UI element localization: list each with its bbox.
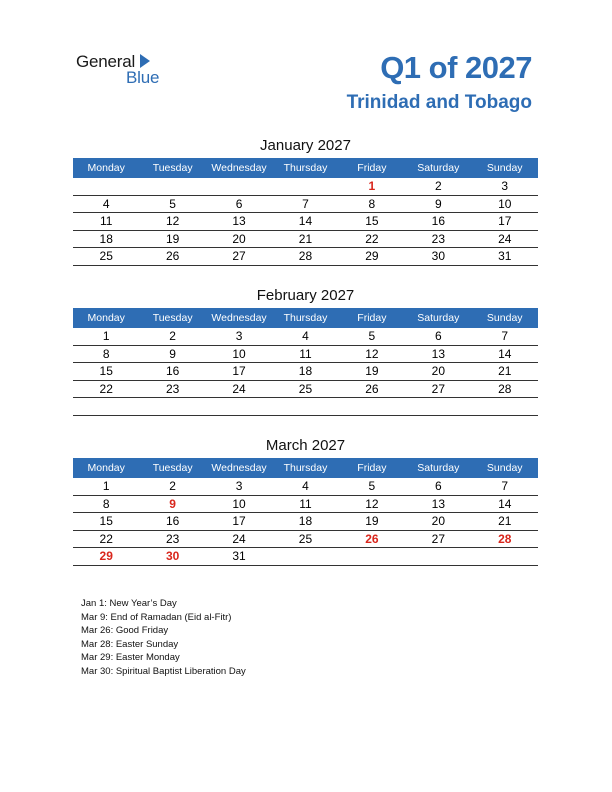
day-cell: 8 — [102, 496, 110, 511]
day-cell: 18 — [298, 364, 313, 378]
day-cell — [472, 548, 538, 565]
day-cell: 28 — [298, 249, 313, 263]
day-cell: 18 — [99, 231, 113, 246]
day-cell: 12 — [365, 496, 379, 511]
day-cell: 8 — [102, 346, 110, 361]
day-cell: 30 — [165, 549, 180, 563]
holiday-note: Mar 9: End of Ramadan (Eid al-Fitr) — [81, 611, 232, 623]
day-cell: 16 — [431, 214, 445, 228]
day-cell — [73, 398, 139, 415]
logo-flag-icon — [140, 54, 150, 68]
day-cell: 13 — [431, 496, 445, 511]
weekday-label: Monday — [87, 462, 125, 474]
day-cell: 14 — [498, 346, 512, 361]
week-row — [73, 178, 538, 196]
day-cell: 15 — [99, 514, 113, 528]
day-cell: 24 — [498, 231, 512, 246]
weekday-header — [73, 158, 538, 178]
generalblue-logo — [76, 52, 186, 88]
week-row — [73, 346, 538, 364]
day-cell: 3 — [235, 479, 243, 493]
day-cell: 1 — [102, 479, 110, 493]
month-calendar-march — [73, 434, 538, 566]
weekday-label: Tuesday — [152, 162, 193, 174]
week-row — [73, 513, 538, 531]
day-cell: 13 — [232, 214, 246, 228]
weekday-label: Sunday — [486, 162, 523, 174]
week-row — [73, 531, 538, 549]
weekday-label: Friday — [357, 462, 387, 474]
weekday-label: Wednesday — [211, 462, 267, 474]
day-cell: 8 — [368, 196, 376, 211]
day-cell: 22 — [99, 381, 113, 396]
weekday-label: Wednesday — [211, 162, 267, 174]
day-cell: 15 — [99, 364, 113, 378]
weekday-header — [73, 458, 538, 478]
day-cell: 10 — [232, 496, 246, 511]
day-cell: 10 — [498, 196, 512, 211]
day-cell: 14 — [498, 496, 512, 511]
day-cell: 21 — [298, 231, 313, 246]
day-cell: 2 — [169, 479, 176, 493]
day-cell: 25 — [298, 381, 313, 396]
weekday-header — [73, 308, 538, 328]
day-cell: 7 — [501, 329, 509, 343]
day-cell: 3 — [501, 179, 509, 193]
holiday-note: Mar 28: Easter Sunday — [81, 638, 179, 650]
day-cell: 11 — [99, 214, 113, 228]
day-cell: 23 — [165, 381, 180, 396]
day-cell: 11 — [299, 496, 312, 511]
day-cell: 7 — [302, 196, 309, 211]
week-row — [73, 213, 538, 231]
day-cell — [272, 548, 338, 565]
day-cell: 19 — [165, 231, 180, 246]
day-cell: 6 — [434, 329, 442, 343]
day-cell — [206, 398, 272, 415]
logo-blue-text: Blue — [126, 68, 160, 87]
holiday-note: Mar 29: Easter Monday — [81, 652, 180, 663]
page-title: Q1 of 2027 — [380, 50, 532, 85]
weekday-label: Sunday — [486, 312, 523, 324]
day-cell: 26 — [365, 381, 379, 396]
day-cell — [139, 398, 205, 415]
country-title: Trinidad and Tobago — [346, 92, 532, 113]
day-cell: 7 — [501, 479, 509, 493]
holiday-note: Mar 26: Good Friday — [81, 625, 169, 636]
day-cell: 6 — [235, 196, 243, 211]
day-cell: 27 — [431, 381, 445, 396]
day-cell: 24 — [232, 531, 246, 546]
weekday-label: Thursday — [283, 162, 328, 174]
day-cell: 22 — [365, 231, 379, 246]
weekday-label: Friday — [357, 162, 387, 174]
day-cell: 1 — [368, 179, 376, 193]
day-cell: 17 — [232, 364, 246, 378]
month-title: March 2027 — [265, 437, 346, 454]
day-cell: 9 — [169, 496, 176, 511]
day-cell: 5 — [368, 479, 376, 493]
day-cell: 16 — [165, 364, 180, 378]
weekday-label: Monday — [87, 312, 125, 324]
day-cell: 20 — [431, 514, 445, 528]
day-cell: 27 — [232, 249, 246, 263]
day-cell: 20 — [232, 231, 246, 246]
weeks-grid — [73, 328, 538, 416]
week-row — [73, 248, 538, 266]
week-row — [73, 548, 538, 566]
day-cell: 28 — [498, 531, 512, 546]
week-row — [73, 478, 538, 496]
day-cell: 29 — [99, 549, 113, 563]
day-cell: 29 — [365, 249, 379, 263]
day-cell: 20 — [431, 364, 445, 378]
weekday-label: Thursday — [283, 462, 328, 474]
day-cell — [272, 178, 338, 195]
day-cell: 26 — [165, 249, 180, 263]
month-title: February 2027 — [256, 287, 355, 304]
day-cell: 23 — [165, 531, 180, 546]
day-cell: 9 — [169, 346, 176, 361]
day-cell: 17 — [232, 514, 246, 528]
day-cell: 13 — [431, 346, 445, 361]
day-cell: 15 — [365, 214, 379, 228]
day-cell — [405, 548, 471, 565]
day-cell: 19 — [365, 514, 379, 528]
day-cell — [339, 398, 405, 415]
day-cell: 21 — [498, 514, 512, 528]
day-cell: 6 — [434, 479, 442, 493]
weekday-label: Monday — [87, 162, 125, 174]
day-cell: 21 — [498, 364, 512, 378]
week-row — [73, 496, 538, 514]
month-calendar-february — [73, 284, 538, 416]
holiday-notes — [81, 597, 246, 678]
day-cell — [206, 178, 272, 195]
day-cell: 3 — [235, 329, 243, 343]
day-cell: 23 — [431, 231, 445, 246]
day-cell: 2 — [169, 329, 176, 343]
month-calendar-january — [73, 134, 538, 266]
day-cell — [405, 398, 471, 415]
weekday-label: Friday — [357, 312, 387, 324]
day-cell: 12 — [365, 346, 379, 361]
day-cell: 30 — [431, 249, 445, 263]
day-cell: 25 — [99, 249, 113, 263]
day-cell: 11 — [299, 346, 312, 361]
day-cell: 22 — [99, 531, 113, 546]
day-cell: 9 — [434, 196, 442, 211]
day-cell: 19 — [365, 364, 379, 378]
weekday-label: Tuesday — [152, 312, 193, 324]
day-cell: 5 — [368, 329, 376, 343]
day-cell: 4 — [302, 329, 309, 343]
week-row — [73, 381, 538, 399]
day-cell: 31 — [232, 549, 246, 563]
holiday-note: Jan 1: New Year’s Day — [81, 598, 177, 609]
day-cell — [339, 548, 405, 565]
weekday-label: Saturday — [417, 462, 460, 474]
weekday-label: Wednesday — [211, 312, 267, 324]
weeks-grid — [73, 478, 538, 566]
day-cell: 4 — [302, 479, 309, 493]
week-row — [73, 363, 538, 381]
logo-general-text: General — [76, 52, 136, 71]
day-cell: 28 — [498, 381, 512, 396]
day-cell: 25 — [298, 531, 313, 546]
day-cell: 14 — [298, 214, 313, 228]
day-cell: 5 — [169, 196, 176, 211]
month-title: January 2027 — [260, 137, 351, 154]
week-row — [73, 231, 538, 249]
weeks-grid — [73, 178, 538, 266]
day-cell: 18 — [298, 514, 313, 528]
week-row — [73, 328, 538, 346]
day-cell: 2 — [434, 179, 442, 193]
week-row — [73, 398, 538, 416]
day-cell — [139, 178, 205, 195]
day-cell: 16 — [165, 514, 180, 528]
holiday-note: Mar 30: Spiritual Baptist Liberation Day — [81, 665, 246, 677]
weekday-label: Saturday — [417, 162, 460, 174]
day-cell: 10 — [232, 346, 246, 361]
day-cell: 26 — [365, 531, 379, 546]
weekday-label: Thursday — [283, 312, 328, 324]
weekday-label: Sunday — [486, 462, 523, 474]
day-cell: 31 — [498, 249, 512, 263]
day-cell: 12 — [165, 214, 180, 228]
week-row — [73, 196, 538, 214]
day-cell: 27 — [431, 531, 445, 546]
day-cell: 24 — [232, 381, 246, 396]
day-cell — [472, 398, 538, 415]
day-cell: 4 — [102, 196, 110, 211]
day-cell: 1 — [102, 329, 110, 343]
day-cell — [272, 398, 338, 415]
weekday-label: Saturday — [417, 312, 460, 324]
day-cell: 17 — [498, 214, 512, 228]
weekday-label: Tuesday — [152, 462, 193, 474]
day-cell — [73, 178, 139, 195]
